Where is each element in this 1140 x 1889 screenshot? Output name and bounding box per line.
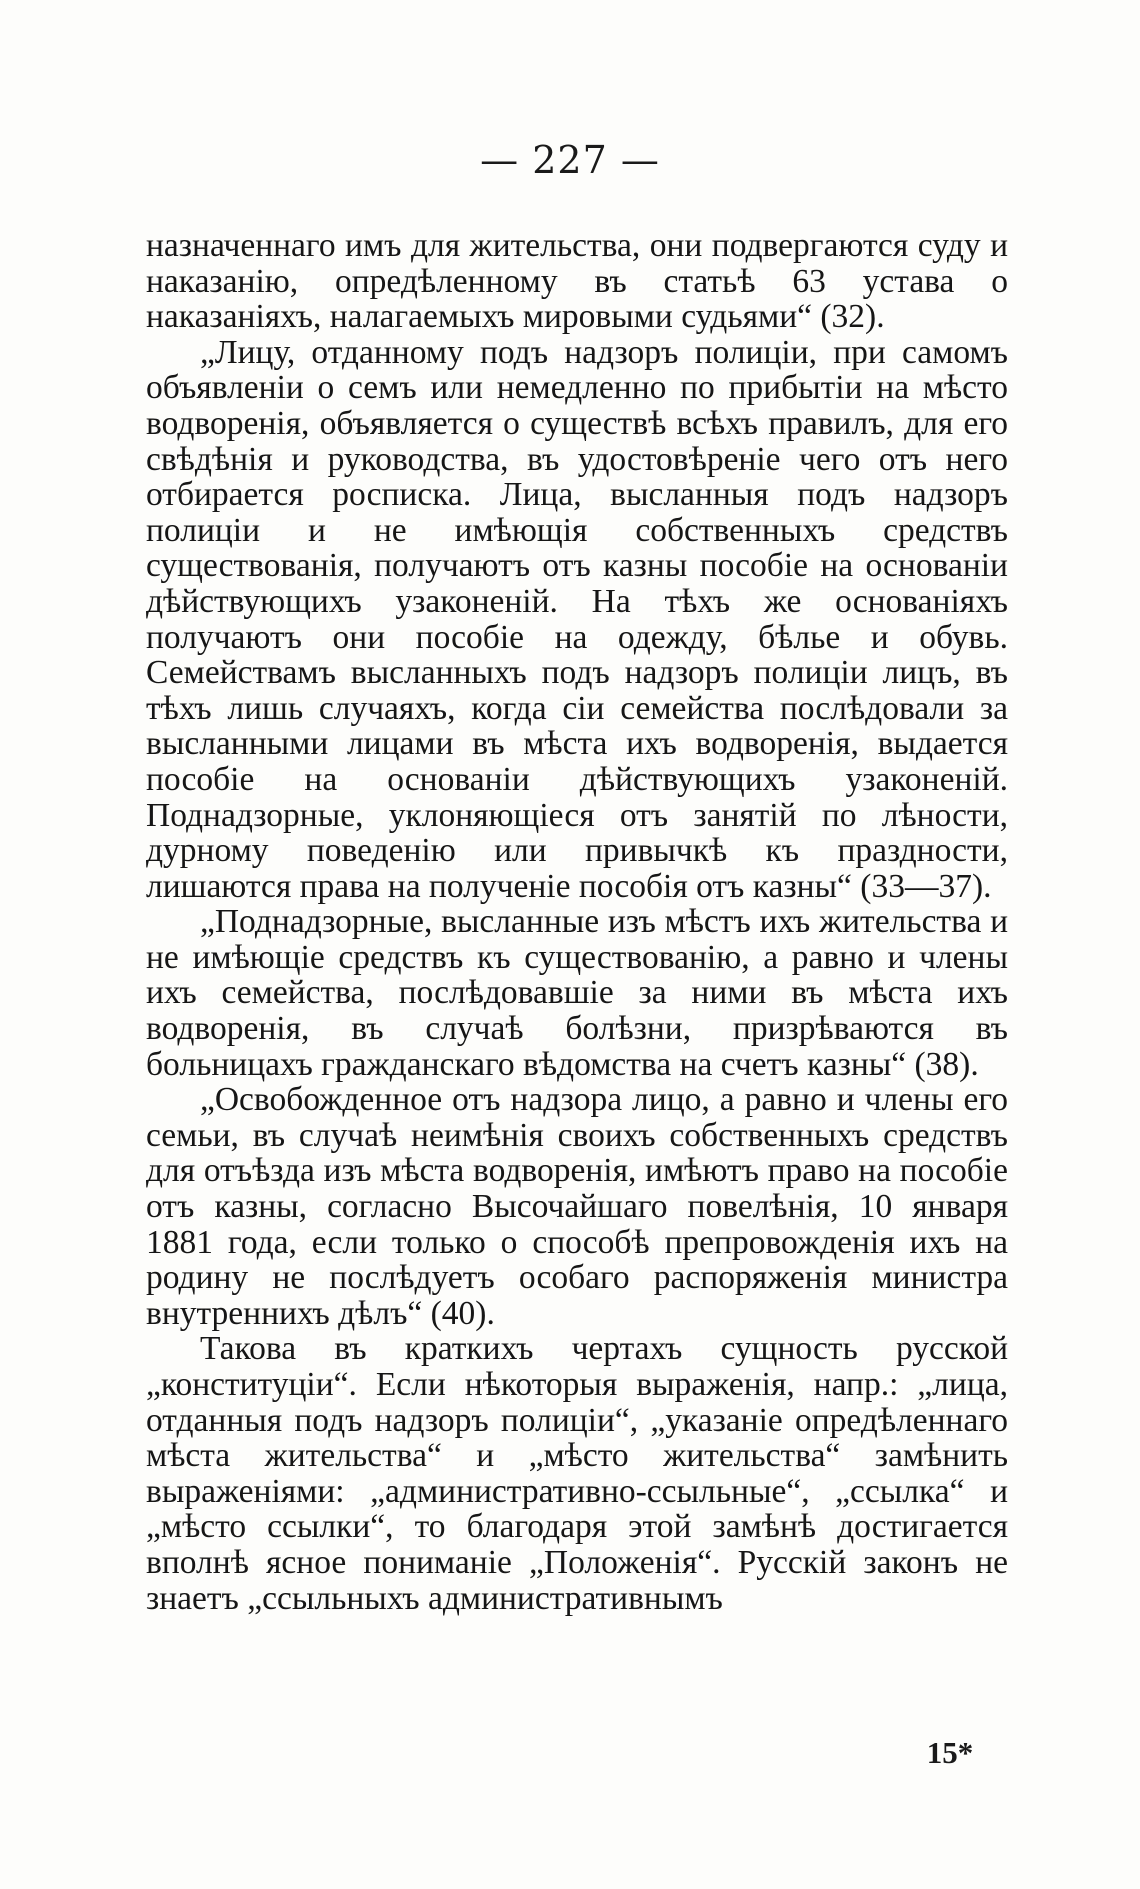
signature-label: 15* <box>926 1735 974 1770</box>
paragraph-continuation: назначеннаго имъ для жительства, они подвергаются суду и наказанію, опредѣленному въ статьѣ 63 устава о наказаніяхъ, налагаемыхъ мировыми судьями“ (32). <box>146 227 1008 336</box>
printer-signature-mark <box>0 1735 1140 1771</box>
page-number-header: — 227 — <box>480 138 660 182</box>
paragraph: „Лицу, отданному подъ надзоръ полиціи, при самомъ объявленіи о семъ или немедленно по прибытіи на мѣсто водворенія, объявляется о существѣ всѣхъ правилъ, для его свѣдѣнія и руководства, въ удостовѣреніе чего отъ него отбирается росписка. Лица, высланныя подъ надзоръ полиціи и не имѣющія собственныхъ средствъ существованія, получаютъ отъ казны пособіе на основаніи дѣйствующихъ узаконеній. На тѣхъ же основаніяхъ получаютъ они пособіе на одежду, бѣлье и обувь. Семействамъ высланныхъ подъ надзоръ полиціи лицъ, въ тѣхъ лишь случаяхъ, когда сіи семейства послѣдовали за высланными лицами въ мѣста ихъ водворенія, выдается пособіе на основаніи дѣйствующихъ узаконеній. Поднадзорные, уклоняющіеся отъ занятій по лѣности, дурному поведенію или привычкѣ къ праздности, лишаются права на полученіе пособія отъ казны“ (33—37). <box>146 333 1008 905</box>
paragraph: Такова въ краткихъ чертахъ сущность русской „конституціи“. Если нѣкоторыя выраженія, напр.: „лица, отданныя подъ надзоръ полиціи“, „указаніе опредѣленнаго мѣста жительства“ и „мѣсто жительства“ замѣнить выраженіями: „административно-ссыльные“, „ссылка“ и „мѣсто ссылки“, то благодаря этой замѣнѣ достигается вполнѣ ясное пониманіе „Положенія“. Русскій законъ не знаетъ „ссыльныхъ административнымъ <box>146 1330 1008 1617</box>
paragraph: „Освобожденное отъ надзора лицо, а равно и члены его семьи, въ случаѣ неимѣнія своихъ собственныхъ средствъ для отъѣзда изъ мѣста водворенія, имѣютъ право на пособіе отъ казны, согласно Высочайшаго повелѣнія, 10 января 1881 года, если только о способѣ препровожденія ихъ на родину не послѣдуетъ особаго распоряженія министра внутреннихъ дѣлъ“ (40). <box>146 1081 1008 1332</box>
body-text <box>146 228 1008 1616</box>
paragraph: „Поднадзорные, высланные изъ мѣстъ ихъ жительства и не имѣющіе средствъ къ существованію, а равно и члены ихъ семейства, послѣдовавшіе за ними въ мѣста ихъ водворенія, въ случаѣ болѣзни, призрѣваются въ больницахъ гражданскаго вѣдомства на счетъ казны“ (38). <box>146 903 1008 1083</box>
